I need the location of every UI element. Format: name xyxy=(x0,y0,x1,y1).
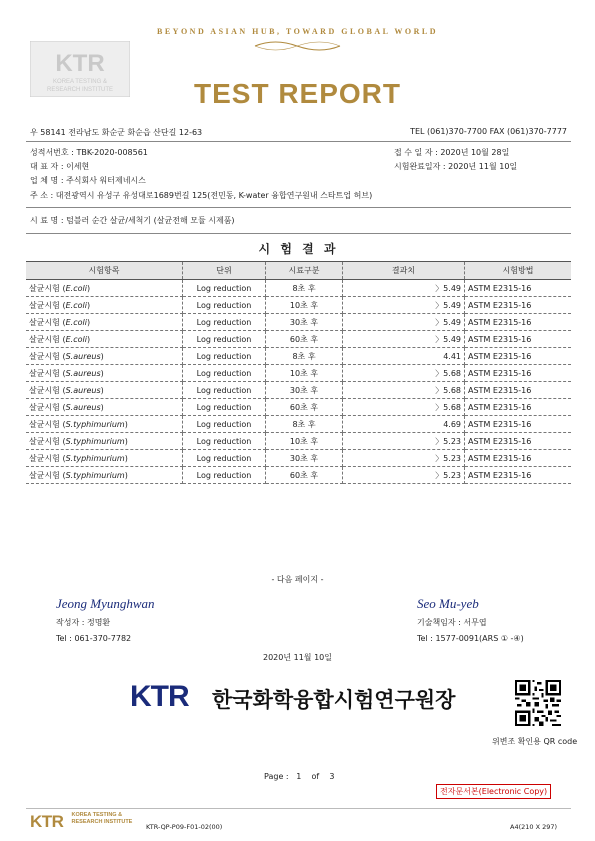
cell-method: ASTM E2315-16 xyxy=(465,297,572,314)
svg-text:KOREA TESTING &: KOREA TESTING & xyxy=(53,79,107,85)
table-row xyxy=(26,433,571,450)
cell-unit: Log reduction xyxy=(183,348,266,365)
form-code: KTR-QP-P09-F01-02(00) xyxy=(146,823,223,831)
test-item-name: 살균시험 xyxy=(29,368,60,378)
cell-result: 4.41 xyxy=(343,348,465,365)
col-header-sample: 시료구분 xyxy=(266,262,343,280)
page-total: 3 xyxy=(329,772,335,781)
col-header-method: 시험방법 xyxy=(465,262,572,280)
company-address xyxy=(30,190,372,201)
table-row xyxy=(26,416,571,433)
table-row xyxy=(26,450,571,467)
col-header-item: 시험항목 xyxy=(26,262,183,280)
qr-code-icon xyxy=(515,680,561,726)
cell-sample: 30초 후 xyxy=(266,314,343,331)
cell-test-item: 살균시험 (S.typhimurium) xyxy=(26,416,183,433)
organism-name: S.aureus xyxy=(65,402,101,412)
electronic-copy-stamp: 전자문서본(Electronic Copy) xyxy=(436,784,551,799)
cell-unit: Log reduction xyxy=(183,450,266,467)
receipt-date-value: 2020년 10월 28일 xyxy=(440,148,510,157)
approver-signature: Seo Mu-yeb xyxy=(417,596,479,611)
cell-unit: Log reduction xyxy=(183,382,266,399)
lab-address: 우 58141 전라남도 화순군 화순읍 산단길 12-63 xyxy=(30,128,203,137)
organism-name: E.coli xyxy=(65,283,87,293)
footer-logo-subtitle-1: KOREA TESTING & xyxy=(71,812,123,818)
cell-sample: 30초 후 xyxy=(266,450,343,467)
test-item-name: 살균시험 xyxy=(29,283,60,293)
divider xyxy=(26,141,571,142)
company-label: 업 체 명 : xyxy=(30,176,64,185)
cell-result: 〉5.49 xyxy=(343,297,465,314)
test-item-name: 살균시험 xyxy=(29,317,60,327)
table-row xyxy=(26,314,571,331)
svg-text:KTR: KTR xyxy=(55,50,105,77)
page-current: 1 xyxy=(296,772,302,781)
cell-sample: 60초 후 xyxy=(266,467,343,484)
report-number-value: TBK-2020-008561 xyxy=(76,148,148,157)
cell-method: ASTM E2315-16 xyxy=(465,365,572,382)
tagline: BEYOND ASIAN HUB, TOWARD GLOBAL WORLD xyxy=(157,27,438,36)
col-header-result: 결과치 xyxy=(343,262,465,280)
completion-date-label: 시험완료일자 : xyxy=(394,162,446,171)
cell-unit: Log reduction xyxy=(183,399,266,416)
cell-unit: Log reduction xyxy=(183,365,266,382)
divider xyxy=(26,233,571,234)
cell-method: ASTM E2315-16 xyxy=(465,314,572,331)
test-item-name: 살균시험 xyxy=(29,402,60,412)
col-header-unit: 단위 xyxy=(183,262,266,280)
paper-size: A4(210 X 297) xyxy=(510,823,558,831)
cell-result: 〉5.23 xyxy=(343,450,465,467)
cell-unit: Log reduction xyxy=(183,314,266,331)
divider xyxy=(26,808,571,809)
cell-result: 〉5.68 xyxy=(343,382,465,399)
cell-test-item: 살균시험 (E.coli) xyxy=(26,314,183,331)
company xyxy=(30,175,146,186)
page-of: of xyxy=(311,772,320,781)
footer-logo-subtitle-2: RESEARCH INSTITUTE xyxy=(71,819,133,825)
footer-logo-subtitle xyxy=(72,812,133,826)
company-address-label: 주 소 : xyxy=(30,191,54,200)
table-row xyxy=(26,365,571,382)
company-value: 주식회사 워터제네시스 xyxy=(66,176,146,185)
organism-name: S.typhimurium xyxy=(65,419,125,429)
cell-sample: 30초 후 xyxy=(266,382,343,399)
page-indicator xyxy=(264,772,335,781)
report-title: TEST REPORT xyxy=(193,78,401,109)
approver-label: 기술책임자 : 서무엽 xyxy=(417,618,487,627)
ktr-logo: KTR xyxy=(130,680,189,713)
cell-sample: 10초 후 xyxy=(266,365,343,382)
cell-method: ASTM E2315-16 xyxy=(465,348,572,365)
table-row xyxy=(26,348,571,365)
organism-name: S.aureus xyxy=(65,368,101,378)
test-item-name: 살균시험 xyxy=(29,470,60,480)
cell-unit: Log reduction xyxy=(183,297,266,314)
cell-test-item: 살균시험 (S.aureus) xyxy=(26,365,183,382)
cell-sample: 60초 후 xyxy=(266,331,343,348)
cell-unit: Log reduction xyxy=(183,331,266,348)
cell-sample: 8초 후 xyxy=(266,280,343,297)
table-row xyxy=(26,331,571,348)
cell-result: 〉5.68 xyxy=(343,365,465,382)
organism-name: E.coli xyxy=(65,317,87,327)
qr-caption: 위변조 확인용 QR code xyxy=(492,737,578,746)
cell-result: 〉5.68 xyxy=(343,399,465,416)
organism-name: S.aureus xyxy=(65,351,101,361)
cell-sample: 10초 후 xyxy=(266,433,343,450)
cell-method: ASTM E2315-16 xyxy=(465,450,572,467)
org-name: 한국화학융합시험연구원장 xyxy=(212,688,456,712)
lab-tel-fax: TEL (061)370-7700 FAX (061)370-7777 xyxy=(410,127,567,136)
writer-signature: Jeong Myunghwan xyxy=(56,596,155,611)
test-item-name: 살균시험 xyxy=(29,385,60,395)
next-page-notice: - 다음 페이지 - xyxy=(271,575,324,584)
cell-test-item: 살균시험 (S.typhimurium) xyxy=(26,467,183,484)
cell-sample: 8초 후 xyxy=(266,416,343,433)
approver-tel: Tel : 1577-0091(ARS ① -④) xyxy=(417,634,524,643)
company-address-value: 대전광역시 유성구 유성대로1689번길 125(전민동, K-water 융합연구원내 스타트업 허브) xyxy=(55,191,373,200)
cell-result: 4.69 xyxy=(343,416,465,433)
cell-method: ASTM E2315-16 xyxy=(465,399,572,416)
table-row xyxy=(26,399,571,416)
organism-name: S.typhimurium xyxy=(65,436,125,446)
cell-method: ASTM E2315-16 xyxy=(465,416,572,433)
cell-result: 〉5.23 xyxy=(343,467,465,484)
table-row xyxy=(26,280,571,297)
cell-test-item: 살균시험 (S.typhimurium) xyxy=(26,433,183,450)
issue-date: 2020년 11월 10일 xyxy=(263,653,332,662)
report-number xyxy=(30,147,148,158)
org-name-block xyxy=(130,680,470,716)
cell-test-item: 살균시험 (S.aureus) xyxy=(26,399,183,416)
cell-unit: Log reduction xyxy=(183,433,266,450)
organism-name: S.typhimurium xyxy=(65,453,125,463)
cell-test-item: 살균시험 (E.coli) xyxy=(26,331,183,348)
table-row xyxy=(26,297,571,314)
cell-test-item: 살균시험 (S.aureus) xyxy=(26,382,183,399)
sample-name xyxy=(30,215,235,226)
sample-name-value: 텀블러 순간 살균/세척기 (살균전해 모듈 시제품) xyxy=(66,216,235,225)
representative-value: 이세현 xyxy=(66,162,90,171)
cell-result: 〉5.49 xyxy=(343,314,465,331)
cell-unit: Log reduction xyxy=(183,280,266,297)
completion-date xyxy=(394,161,517,172)
completion-date-value: 2020년 11월 10일 xyxy=(448,162,518,171)
results-section-title: 시 험 결 과 xyxy=(258,242,339,256)
test-item-name: 살균시험 xyxy=(29,300,60,310)
results-header-row xyxy=(26,262,571,280)
receipt-date-label: 접 수 일 자 : xyxy=(394,148,438,157)
sample-name-label: 시 료 명 : xyxy=(30,216,64,225)
page-label: Page : xyxy=(264,772,289,781)
test-item-name: 살균시험 xyxy=(29,419,60,429)
organism-name: E.coli xyxy=(65,334,87,344)
cell-test-item: 살균시험 (E.coli) xyxy=(26,280,183,297)
organism-name: E.coli xyxy=(65,300,87,310)
cell-method: ASTM E2315-16 xyxy=(465,382,572,399)
cell-sample: 10초 후 xyxy=(266,297,343,314)
footer-ktr-logo xyxy=(30,812,132,832)
test-item-name: 살균시험 xyxy=(29,351,60,361)
cell-method: ASTM E2315-16 xyxy=(465,433,572,450)
cell-unit: Log reduction xyxy=(183,467,266,484)
cell-unit: Log reduction xyxy=(183,416,266,433)
cell-result: 〉5.49 xyxy=(343,280,465,297)
test-item-name: 살균시험 xyxy=(29,436,60,446)
cell-sample: 8초 후 xyxy=(266,348,343,365)
cell-test-item: 살균시험 (S.aureus) xyxy=(26,348,183,365)
table-row xyxy=(26,467,571,484)
writer-tel: Tel : 061-370-7782 xyxy=(56,634,132,643)
cell-sample: 60초 후 xyxy=(266,399,343,416)
cell-method: ASTM E2315-16 xyxy=(465,280,572,297)
footer-logo-text: KTR xyxy=(30,812,64,831)
representative xyxy=(30,161,89,172)
cell-test-item: 살균시험 (E.coli) xyxy=(26,297,183,314)
organism-name: S.aureus xyxy=(65,385,101,395)
svg-text:RESEARCH INSTITUTE: RESEARCH INSTITUTE xyxy=(46,87,114,93)
representative-label: 대 표 자 : xyxy=(30,162,64,171)
receipt-date xyxy=(394,147,509,158)
cell-method: ASTM E2315-16 xyxy=(465,467,572,484)
report-number-label: 성적서번호 : xyxy=(30,148,74,157)
ornament-icon xyxy=(250,38,345,54)
cell-test-item: 살균시험 (S.typhimurium) xyxy=(26,450,183,467)
table-row xyxy=(26,382,571,399)
cell-method: ASTM E2315-16 xyxy=(465,331,572,348)
cell-result: 〉5.23 xyxy=(343,433,465,450)
writer-label: 작성자 : 정명환 xyxy=(56,618,111,627)
organism-name: S.typhimurium xyxy=(65,470,125,480)
cell-result: 〉5.49 xyxy=(343,331,465,348)
test-item-name: 살균시험 xyxy=(29,334,60,344)
divider xyxy=(26,207,571,208)
results-table xyxy=(26,261,571,484)
test-item-name: 살균시험 xyxy=(29,453,60,463)
